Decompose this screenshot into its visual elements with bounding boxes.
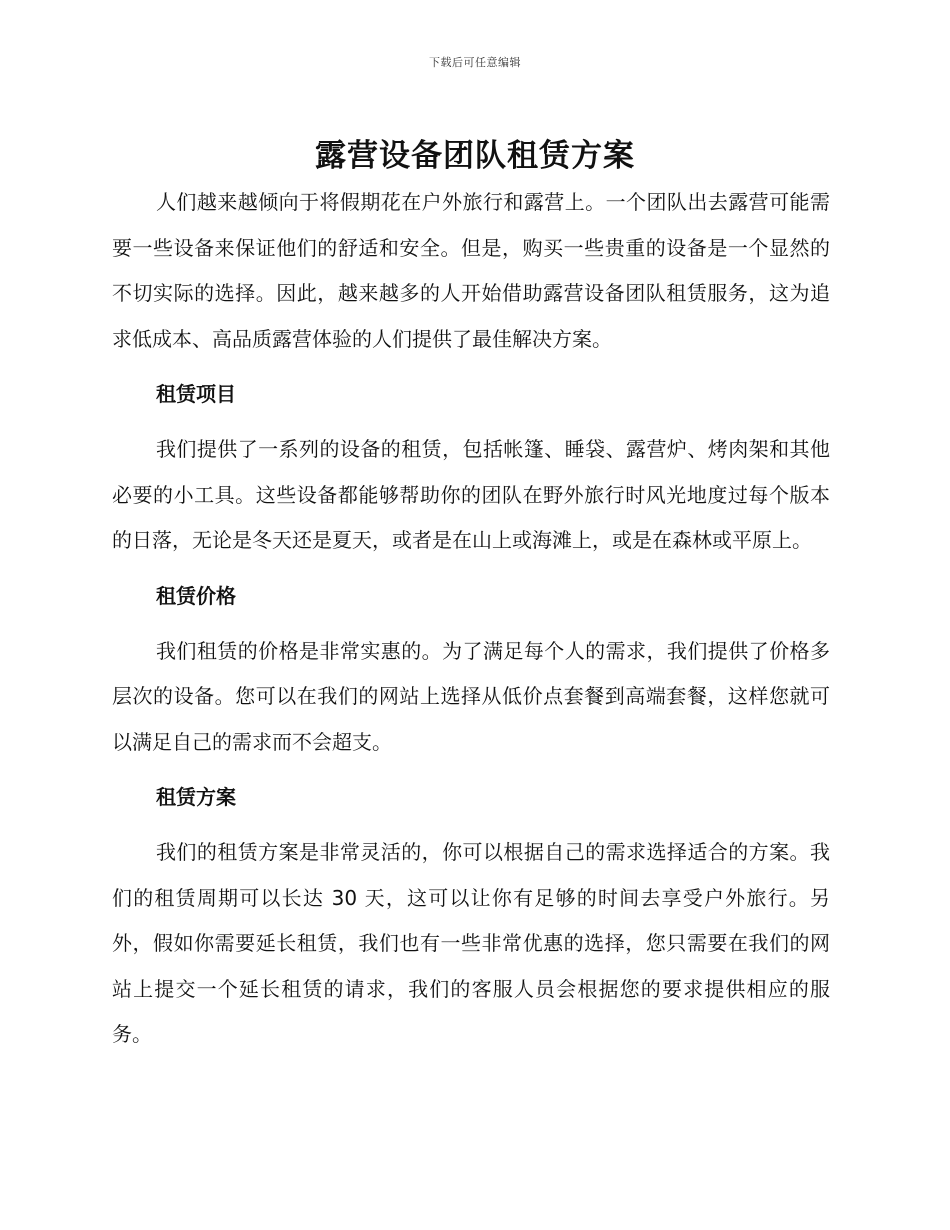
header-note: 下载后可任意编辑 [429,56,521,69]
section-heading-rental-items: 租赁项目 [156,382,236,406]
section-body-rental-price: 我们租赁的价格是非常实惠的。为了满足每个人的需求，我们提供了价格多层次的设备。您可以在我们的网站上选择从低价点套餐到高端套餐，这样您就可以满足自己的需求而不会超支。 [112,638,830,754]
section-heading-rental-plan: 租赁方案 [156,785,236,809]
document-body [112,180,830,1058]
section-body-rental-plan: 我们的租赁方案是非常灵活的，你可以根据自己的需求选择适合的方案。我们的租赁周期可以长达 30 天，这可以让你有足够的时间去享受户外旅行。另外，假如你需要延长租赁，我们也有一些非常优惠的选择，您只需要在我们的网站上提交一个延长租赁的请求，我们的客服人员会根据您的要求提供相应的服务。 [112,840,830,1046]
document-title: 露营设备团队租赁方案 [315,138,635,174]
intro-paragraph: 人们越来越倾向于将假期花在户外旅行和露营上。一个团队出去露营可能需要一些设备来保证他们的舒适和安全。但是，购买一些贵重的设备是一个显然的不切实际的选择。因此，越来越多的人开始借助露营设备团队租赁服务，这为追求低成本、高品质露营体验的人们提供了最佳解决方案。 [112,190,830,351]
section-body-rental-items: 我们提供了一系列的设备的租赁，包括帐篷、睡袋、露营炉、烤肉架和其他必要的小工具。这些设备都能够帮助你的团队在野外旅行时风光地度过每个版本的日落，无论是冬天还是夏天，或者是在山上或海滩上，或是在森林或平原上。 [112,437,830,552]
section-heading-rental-price: 租赁价格 [156,583,236,608]
